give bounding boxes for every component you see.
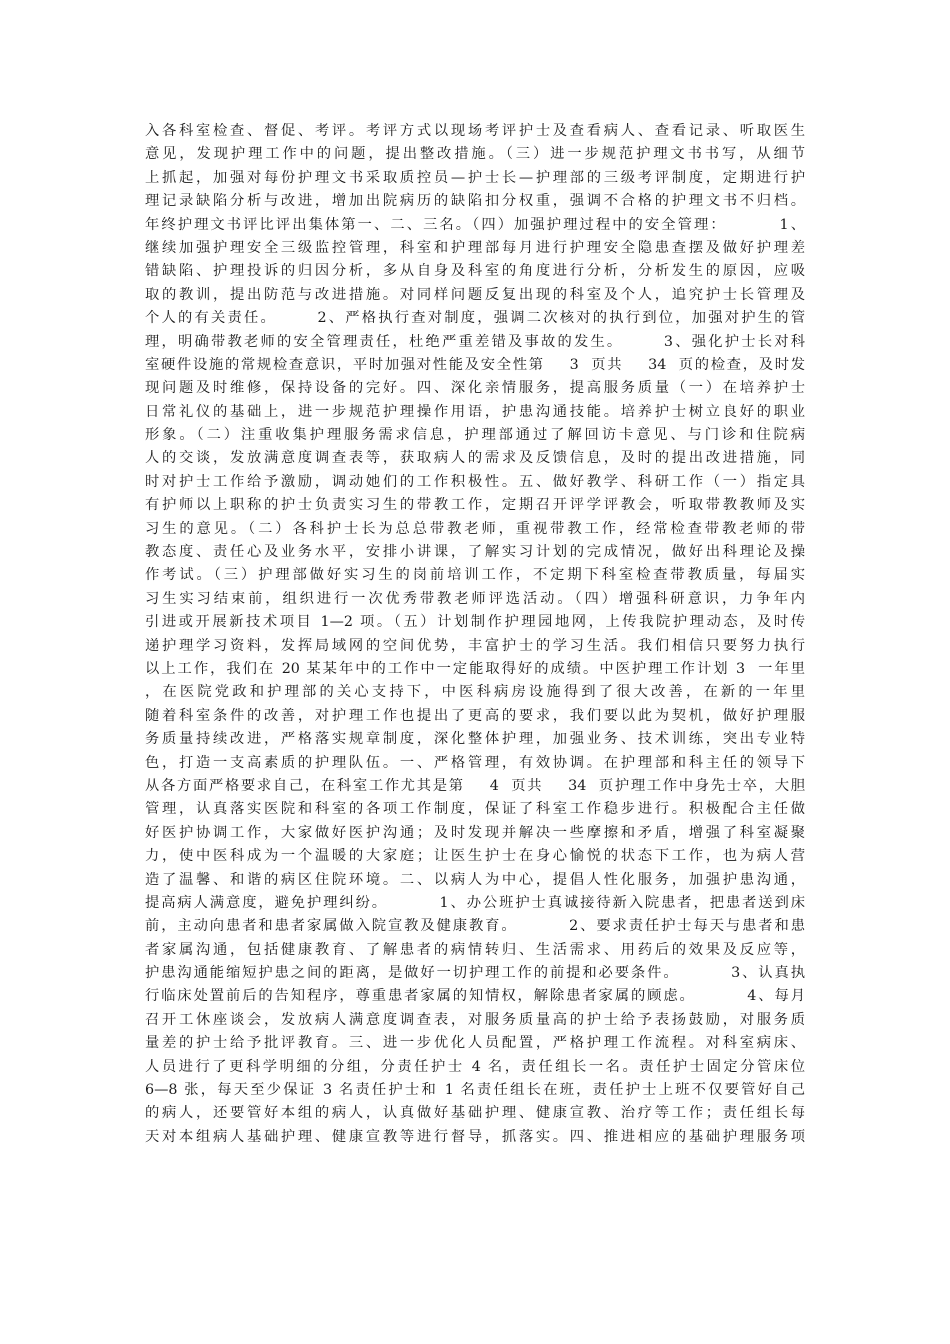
text-line: 提高病人满意度，避免护理纠纷。 1、办公班护士真诚接待新入院患者，把患者送到床 [145,894,805,911]
text-line: 习生实习结束前，组织进行一次优秀带教老师评选活动。（四）增强科研意识，力争年内 [145,590,805,607]
text-line: 好医护协调工作，大家做好医护沟通；及时发现并解决一些摩擦和矛盾，增强了科室凝聚 [145,824,805,841]
text-line: 色，打造一支高素质的护理队伍。一、严格管理，有效协调。在护理部和科主任的领导下 [145,754,805,771]
text-line: 以上工作，我们在 20 某某年中的工作中一定能取得好的成绩。中医护理工作计划 3 一年里 [145,660,805,677]
text-line: 人员进行了更科学明细的分组，分责任护士 4 名，责任组长一名。责任护士固定分管床位 [145,1058,805,1075]
text-line: 6—8 张，每天至少保证 3 名责任护士和 1 名责任组长在班，责任护士上班不仅要管好自己 [145,1082,805,1099]
text-line: 引进或开展新技术项目 1—2 项。（五）计划制作护理园地网，上传我院护理动态，及时传 [145,614,805,631]
text-line: 有护师以上职称的护士负责实习生的带教工作，定期召开评学评教会，听取带教教师及实 [145,497,805,514]
text-line: 从各方面严格要求自己，在科室工作尤其是第 4 页共 34 页护理工作中身先士卒，大胆 [145,777,805,794]
text-line: 量差的护士给予批评教育。三、进一步优化人员配置，严格护理工作流程。对科室病床、 [145,1035,805,1052]
text-line: 天对本组病人基础护理、健康宣教等进行督导，抓落实。四、推进相应的基础护理服务项 [145,1128,805,1145]
text-line: 理记录缺陷分析与改进，增加出院病历的缺陷扣分权重，强调不合格的护理文书不归档。 [145,193,805,210]
text-line: 行临床处置前后的告知程序，尊重患者家属的知情权，解除患者家属的顾虑。 4、每月 [145,988,805,1005]
text-line: 上抓起，加强对每份护理文书采取质控员—护士长—护理部的三级考评制度，定期进行护 [145,169,805,186]
text-line: 年终护理文书评比评出集体第一、二、三名。（四）加强护理过程中的安全管理： 1、 [145,216,805,233]
text-line: 召开工休座谈会，发放病人满意度调查表，对服务质量高的护士给予表扬鼓励，对服务质 [145,1011,805,1028]
text-line: 随着科室条件的改善，对护理工作也提出了更高的要求，我们要以此为契机，做好护理服 [145,707,805,724]
text-line: 入各科室检查、督促、考评。考评方式以现场考评护士及查看病人、查看记录、听取医生 [145,123,805,139]
text-line: 务质量持续改进，严格落实规章制度，深化整体护理，加强业务、技术训练，突出专业特 [145,731,805,748]
text-line: 现问题及时维修，保持设备的完好。四、深化亲情服务，提高服务质量（一）在培养护士 [145,380,805,397]
text-line: 继续加强护理安全三级监控管理，科室和护理部每月进行护理安全隐患查摆及做好护理差 [145,239,805,256]
text-line: 室硬件设施的常规检查意识，平时加强对性能及安全性第 3 页共 34 页的检查，及时发 [145,356,805,373]
text-line: 日常礼仪的基础上，进一步规范护理操作用语，护患沟通技能。培养护士树立良好的职业 [145,403,805,420]
text-line: 作考试。（三）护理部做好实习生的岗前培训工作，不定期下科室检查带教质量，每届实 [145,567,805,584]
text-line: 理，明确带教老师的安全管理责任，杜绝严重差错及事故的发生。 3、强化护士长对科 [145,333,805,350]
body-text [145,120,805,1149]
document-page [145,120,805,1149]
text-line: 递护理学习资料，发挥局域网的空间优势，丰富护士的学习生活。我们相信只要努力执行 [145,637,805,654]
text-line: 人的交谈，发放满意度调查表等，获取病人的需求及反馈信息，及时的提出改进措施，同 [145,450,805,467]
text-line: 护患沟通能缩短护患之间的距离，是做好一切护理工作的前提和必要条件。 3、认真执 [145,965,805,982]
text-line: 习生的意见。（二）各科护士长为总总带教老师，重视带教工作，经常检查带教老师的带 [145,520,805,537]
text-line: 前，主动向患者和患者家属做入院宣教及健康教育。 2、要求责任护士每天与患者和患 [145,918,805,935]
text-line: ，在医院党政和护理部的关心支持下，中医科病房设施得到了很大改善，在新的一年里 [145,684,805,701]
text-line: 教态度、责任心及业务水平，安排小讲课，了解实习计划的完成情况，做好出科理论及操 [145,544,805,561]
text-line: 形象。（二）注重收集护理服务需求信息，护理部通过了解回访卡意见、与门诊和住院病 [145,427,805,444]
text-line: 力，使中医科成为一个温暖的大家庭；让医生护士在身心愉悦的状态下工作，也为病人营 [145,848,805,865]
text-line: 错缺陷、护理投诉的归因分析，多从自身及科室的角度进行分析，分析发生的原因，应吸 [145,263,805,280]
text-line: 时对护士工作给予激励，调动她们的工作积极性。五、做好教学、科研工作（一）指定具 [145,473,805,490]
text-line: 取的教训，提出防范与改进措施。对同样问题反复出现的科室及个人，追究护士长管理及 [145,286,805,303]
text-line: 个人的有关责任。 2、严格执行查对制度，强调二次核对的执行到位，加强对护生的管 [145,310,805,327]
text-line: 者家属沟通，包括健康教育、了解患者的病情转归、生活需求、用药后的效果及反应等， [145,941,805,958]
text-line: 管理，认真落实医院和科室的各项工作制度，保证了科室工作稳步进行。积极配合主任做 [145,801,805,818]
text-line: 意见，发现护理工作中的问题，提出整改措施。（三）进一步规范护理文书书写，从细节 [145,146,805,163]
text-line: 的病人，还要管好本组的病人，认真做好基础护理、健康宣教、治疗等工作；责任组长每 [145,1105,805,1122]
text-line: 造了温馨、和谐的病区住院环境。二、以病人为中心，提倡人性化服务，加强护患沟通， [145,871,805,888]
